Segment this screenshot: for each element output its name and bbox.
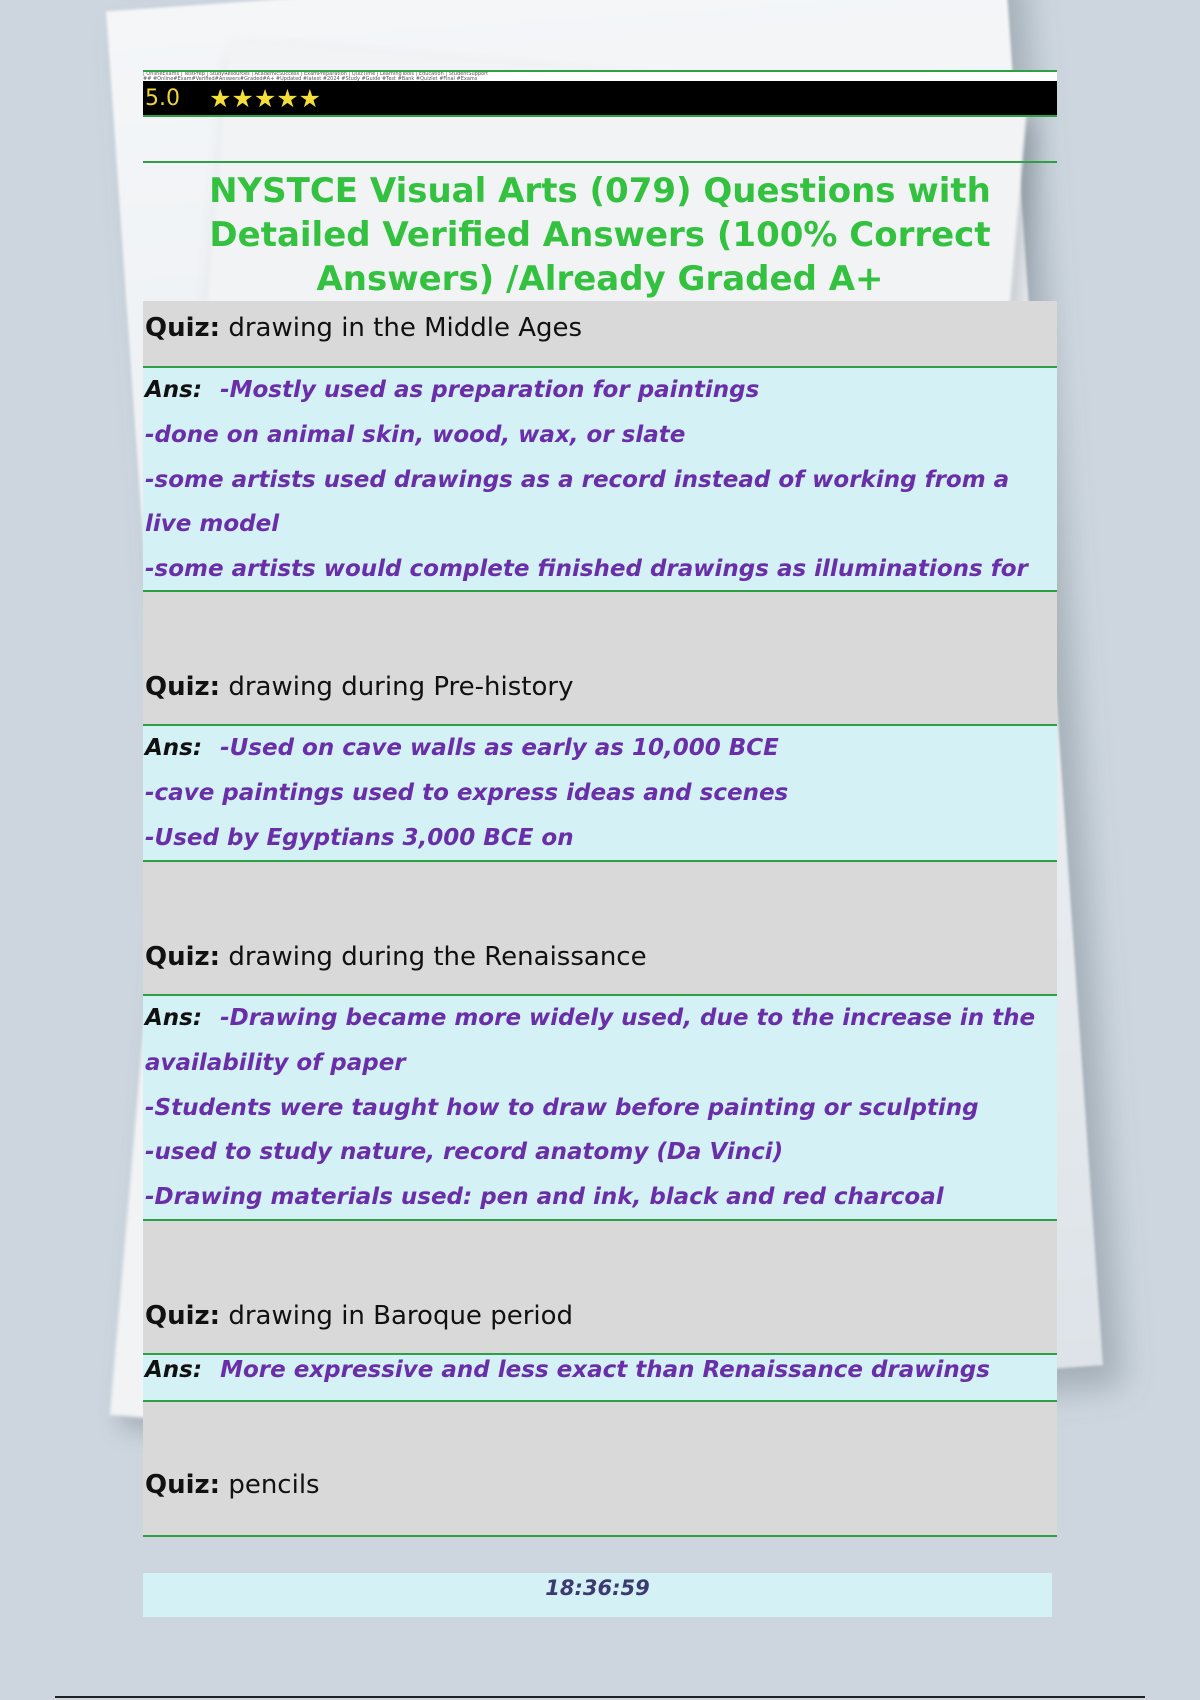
- quiz-label: Quiz:: [145, 1301, 221, 1331]
- ans-label: Ans:: [145, 377, 203, 403]
- quiz-question-4: [143, 1221, 1057, 1355]
- quiz-text: drawing in Baroque period: [228, 1301, 574, 1331]
- title-block: [143, 161, 1057, 301]
- answer-line: More expressive and less exact than Renaissance drawings: [220, 1357, 990, 1383]
- quiz-question-2: [143, 592, 1057, 726]
- quiz-label: Quiz:: [145, 942, 221, 972]
- answer-line: -done on animal skin, wood, wax, or slate: [145, 421, 686, 448]
- quiz-question-1: [143, 301, 1057, 368]
- quiz-text: drawing in the Middle Ages: [228, 313, 583, 343]
- rating-bar: [143, 81, 1057, 117]
- ans-label: Ans:: [145, 1357, 203, 1383]
- timestamp-bar: [143, 1573, 1052, 1617]
- rating-value: 5.0: [145, 85, 180, 111]
- answer-line: -Students were taught how to draw before painting or sculpting: [145, 1094, 979, 1121]
- tag-links-line-1: | OnlineExams | TestPrep | StudyResources | AcademicSuccess | ExamPreparation | QuizTime | LearningTools | Education | StudentSupport: [143, 72, 489, 77]
- answer-line: availability of paper: [145, 1049, 406, 1076]
- quiz-label: Quiz:: [145, 313, 221, 343]
- answer-line: -Used by Egyptians 3,000 BCE on: [145, 824, 574, 851]
- star-rating-icon: ★★★★★: [209, 83, 322, 113]
- ans-label: Ans:: [145, 735, 203, 761]
- bottom-divider: [55, 1696, 1145, 1698]
- quiz-question-3: [143, 862, 1057, 996]
- answer-line: -some artists used drawings as a record instead of working from a live model: [145, 466, 1010, 538]
- answer-line: -Used on cave walls as early as 10,000 BCE: [220, 735, 779, 761]
- quiz-text: drawing during Pre-history: [228, 672, 574, 702]
- answer-line: -Drawing became more widely used, due to the increase in the: [220, 1005, 1036, 1031]
- document-title: NYSTCE Visual Arts (079) Questions with Detailed Verified Answers (100% Correct Answers) /Already Graded A+: [209, 171, 991, 299]
- answer-4: [143, 1355, 1057, 1402]
- answer-line: -Drawing materials used: pen and ink, black and red charcoal: [145, 1184, 944, 1211]
- answer-line: -cave paintings used to express ideas and scenes: [145, 779, 789, 806]
- answer-line: -used to study nature, record anatomy (Da Vinci): [145, 1139, 784, 1166]
- answer-line: -some artists would complete finished drawings as illuminations for: [145, 556, 1028, 583]
- document-page: [143, 70, 1057, 1617]
- quiz-label: Quiz:: [145, 1470, 221, 1500]
- quiz-text: pencils: [228, 1470, 320, 1500]
- tag-links: [143, 72, 1057, 81]
- tag-links-line-2: ## #Online#Exam#Verified#Answers#Graded#A+ #Updated #latest #2024 #Study #Guide #Test #Bank #Quizlet #Final #Exams: [143, 75, 478, 81]
- answer-line: -Mostly used as preparation for paintings: [220, 377, 760, 403]
- quiz-text: drawing during the Renaissance: [228, 942, 647, 972]
- quiz-question-5: [143, 1402, 1057, 1537]
- answer-3: [143, 996, 1057, 1221]
- ans-label: Ans:: [145, 1005, 203, 1031]
- timestamp: 18:36:59: [545, 1576, 650, 1600]
- answer-1: [143, 368, 1057, 592]
- quiz-label: Quiz:: [145, 672, 221, 702]
- answer-2: [143, 726, 1057, 862]
